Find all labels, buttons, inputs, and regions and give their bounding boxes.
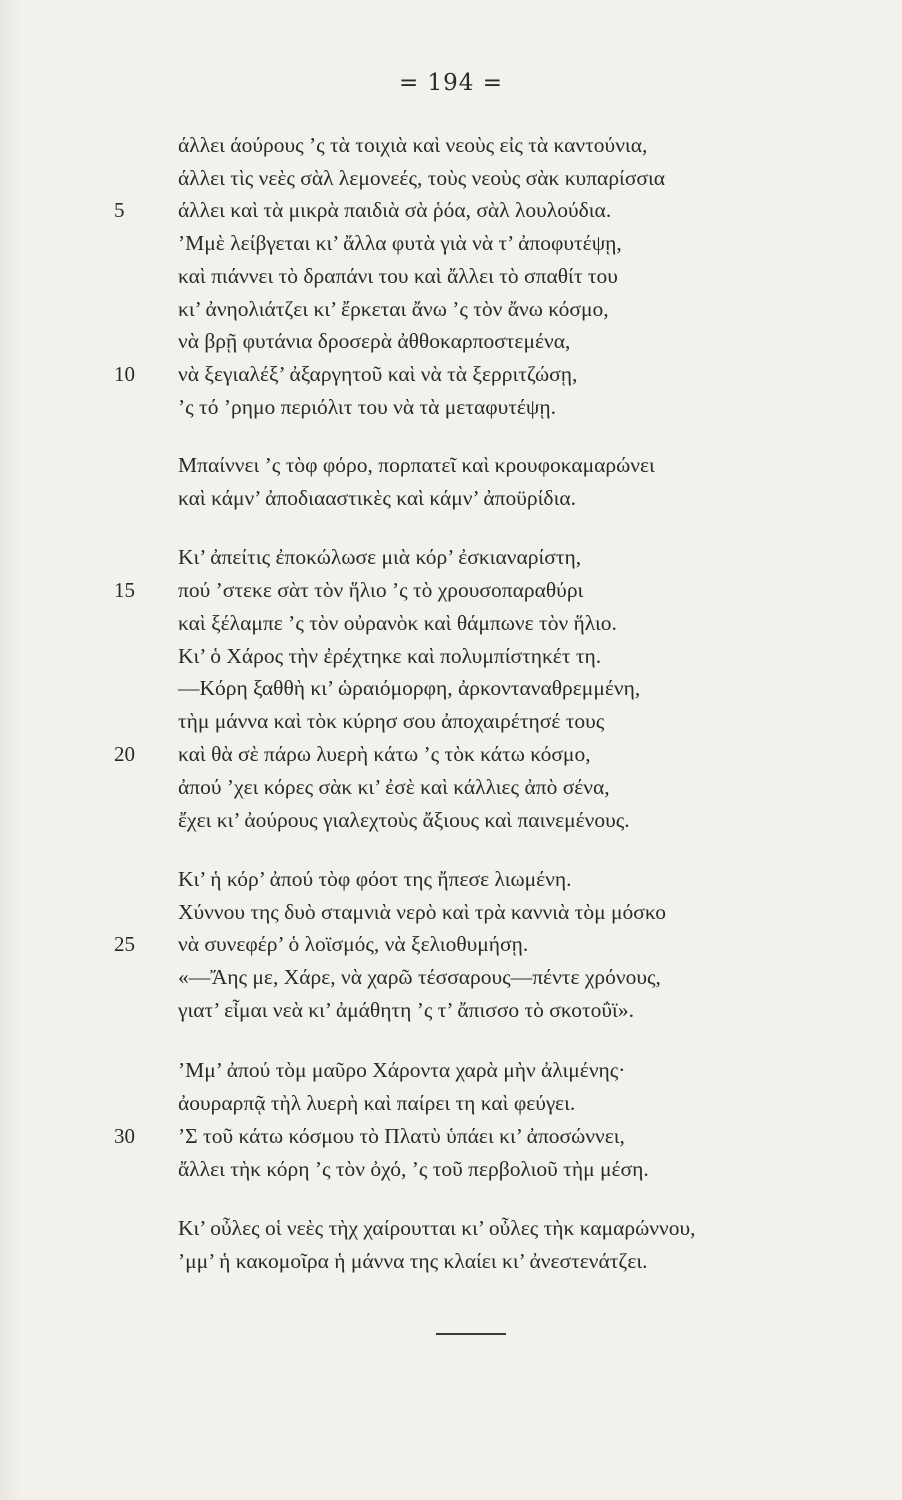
verse-line: Κι’ ἀπείτις ἐποκώλωσε μιὰ κόρ’ ἐσκιαναρίστη,: [178, 545, 582, 569]
verse-line: Μπαίννει ’ς τὸφ φόρο, πορπατεῖ καὶ κρουφοκαμαρώνει: [178, 453, 655, 477]
verse-line: άλλει τὶς νεὲς σὰλ λεμονεές, τοὺς νεοὺς σὰκ κυπαρίσσια: [178, 166, 666, 190]
verse-line: καὶ θὰ σὲ πάρω λυερὴ κάτω ’ς τὸκ κάτω κόσμο,: [178, 742, 591, 766]
line-number: 20: [114, 742, 135, 766]
line-number: 15: [114, 578, 135, 602]
verse-line: Χύννου της δυὸ σταμνιὰ νερὸ καὶ τρὰ καννιὰ τὸμ μόσκο: [178, 900, 666, 924]
verse-line: ἀουραρπᾷ τὴλ λυερὴ καὶ παίρει τη καὶ φεύγει.: [178, 1091, 576, 1115]
line-number: 10: [114, 362, 135, 386]
verse-line: ’μμ’ ἡ κακομοῖρα ἡ μάννα της κλαίει κι’ ἀνεστενάτζει.: [178, 1249, 648, 1273]
verse-line: ’Σ τοῦ κάτω κόσμου τὸ Πλατὺ ὑπάει κι’ ἀποσώννει,: [178, 1124, 625, 1148]
verse-line: Κι’ ἡ κόρ’ ἀπού τὸφ φόοτ της ἤπεσε λιωμένη.: [178, 867, 572, 891]
verse-line: άλλει καὶ τὰ μικρὰ παιδιὰ σὰ ῥόα, σὰλ λουλούδια.: [178, 198, 612, 222]
verse-line: νὰ βρῇ φυτάνια δροσερὰ ἀθθοκαρποστεμένα,: [178, 329, 571, 353]
verse-line: πού ’στεκε σὰτ τὸν ἥλιο ’ς τὸ χρουσοπαραθύρι: [178, 578, 584, 602]
page-number: = 194 =: [398, 70, 504, 96]
binding-shadow: [0, 0, 22, 1500]
verse-line: νὰ συνεφέρ’ ὁ λοϊσμός, νὰ ξελιοθυμήσῃ.: [178, 932, 529, 956]
verse-line: ἄλλει τὴκ κόρη ’ς τὸν ὀχό, ’ς τοῦ περβολιοῦ τὴμ μέση.: [178, 1157, 649, 1181]
verse-line: ’Μμὲ λείβγεται κι’ ἄλλα φυτὰ γιὰ νὰ τ’ ἀποφυτέψῃ,: [178, 231, 622, 255]
verse-line: νὰ ξεγιαλέξ’ ἀξαργητοῦ καὶ νὰ τὰ ξερριτζώσῃ,: [178, 362, 578, 386]
verse-line: άλλει άούρους ’ς τὰ τοιχιὰ καὶ νεοὺς εἰς τὰ καντούνια,: [178, 133, 648, 157]
line-number: 5: [114, 198, 125, 222]
verse-line: ’Μμ’ ἀπού τὸμ μαῦρο Χάροντα χαρὰ μὴν ἀλιμένης·: [178, 1058, 626, 1082]
verse-line: «—Ἄης με, Χάρε, νὰ χαρῶ τέσσαρους—πέντε χρόνους,: [178, 965, 661, 989]
verse-line: κι’ ἀνηολιάτζει κι’ ἔρκεται ἄνω ’ς τὸν ἄνω κόσμο,: [178, 297, 609, 321]
verse-line: —Κόρη ξαθθὴ κι’ ὡραιόμορφη, ἀρκονταναθρεμμένη,: [178, 676, 641, 700]
verse-line: γιατ’ εἶμαι νεὰ κι’ ἀμάθητη ’ς τ’ ἄπισσο τὸ σκοτοΰϊ».: [178, 998, 634, 1022]
verse-line: ἔχει κι’ ἀούρους γιαλεχτοὺς ἄξιους καὶ παινεμένους.: [178, 808, 630, 832]
verse-line: καὶ ξέλαμπε ’ς τὸν οὐρανὸκ καὶ θάμπωνε τὸν ἥλιο.: [178, 611, 617, 635]
line-number: 25: [114, 932, 135, 956]
verse-line: καὶ πιάννει τὸ δραπάνι του καὶ ἄλλει τὸ σπαθίτ του: [178, 264, 618, 288]
verse-line: τὴμ μάννα καὶ τὸκ κύρησ σου ἀποχαιρέτησέ τους: [178, 709, 605, 733]
verse-line: ’ς τό ’ρημο περιόλιτ του νὰ τὰ μεταφυτέψῃ.: [178, 395, 557, 419]
line-number: 30: [114, 1124, 135, 1148]
verse-line: καὶ κάμν’ ἀποδιααστικὲς καὶ κάμν’ ἀποϋρίδια.: [178, 486, 576, 510]
verse-line: ἀπού ’χει κόρες σὰκ κι’ ἐσὲ καὶ κάλλιες ἀπὸ σένα,: [178, 775, 610, 799]
section-divider: [436, 1333, 506, 1335]
verse-line: Κι’ οὖλες οἱ νεὲς τὴχ χαίρουτται κι’ οὖλες τὴκ καμαρώννου,: [178, 1216, 696, 1240]
verse-line: Κι’ ὁ Χάρος τὴν ἐρέχτηκε καὶ πολυμπίστηκέτ τη.: [178, 644, 602, 668]
